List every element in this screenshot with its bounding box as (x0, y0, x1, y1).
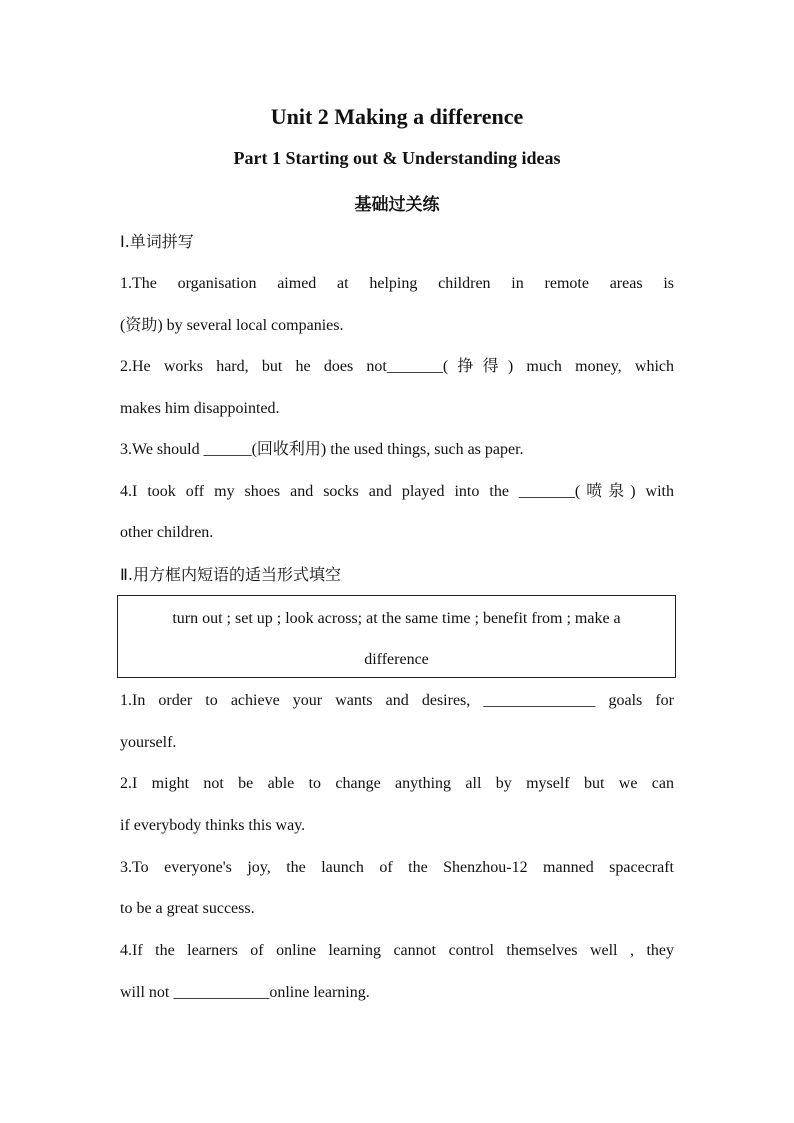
s2-q4-line1: 4.If the learners of online learning cannot control themselves well , they (120, 942, 674, 959)
s2-q1-line1: 1.In order to achieve your wants and desires, ______________ goals for (120, 692, 674, 709)
phrase-box (117, 595, 676, 678)
s1-q2-line2: makes him disappointed. (120, 400, 280, 417)
s1-q1-line1: 1.The organisation aimed at helping children in remote areas is (120, 275, 674, 292)
s2-q3-line1: 3.To everyone's joy, the launch of the Shenzhou-12 manned spacecraft (120, 859, 674, 876)
section1-heading: Ⅰ.单词拼写 (120, 232, 194, 251)
s2-q2-line2: if everybody thinks this way. (120, 817, 306, 834)
s1-q1-line2: (资助) by several local companies. (120, 317, 344, 334)
part-title: Part 1 Starting out & Understanding ideas (233, 148, 561, 168)
s1-q2-line1: 2.He works hard, but he does not_______(挣得) much money, which (120, 358, 674, 375)
s2-q2-line1: 2.I might not be able to change anything all by myself but we can (120, 775, 674, 792)
section2-heading: Ⅱ.用方框内短语的适当形式填空 (120, 565, 341, 584)
s1-q3-line1: 3.We should ______(回收利用) the used things, such as paper. (120, 441, 524, 458)
phrase-box-line2: difference (364, 651, 429, 668)
unit-title: Unit 2 Making a difference (270, 104, 524, 129)
phrase-box-line1: turn out ; set up ; look across; at the same time ; benefit from ; make a (172, 610, 621, 627)
s2-q4-line2: will not ____________online learning. (120, 984, 370, 1001)
s1-q4-line2: other children. (120, 524, 214, 541)
exercise-subtitle: 基础过关练 (354, 195, 440, 215)
s2-q3-line2: to be a great success. (120, 900, 255, 917)
s1-q4-line1: 4.I took off my shoes and socks and played into the _______(喷泉) with (120, 483, 674, 500)
s2-q1-line2: yourself. (120, 734, 177, 751)
